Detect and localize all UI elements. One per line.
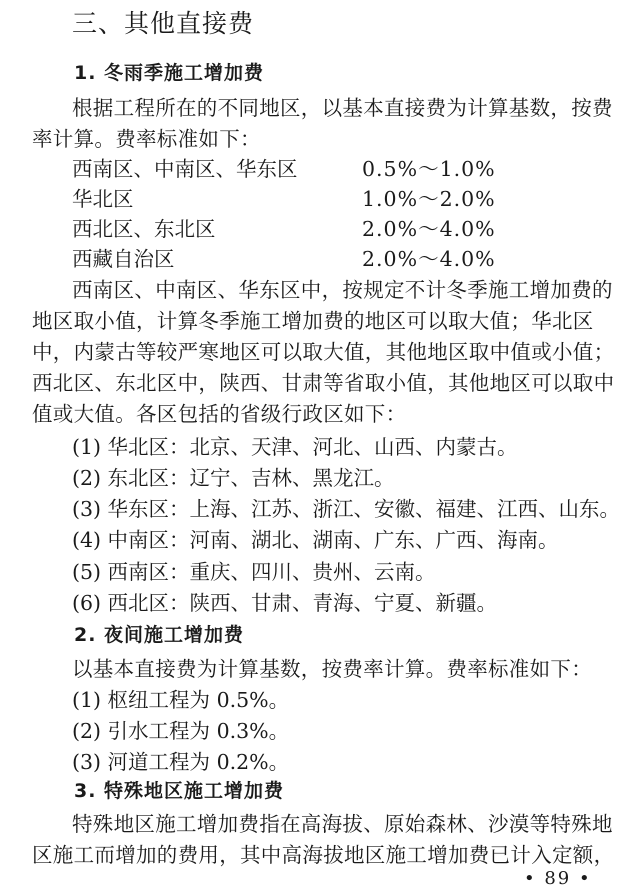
region-list-item: (4) 中南区：河南、湖北、湖南、广东、广西、海南。 xyxy=(72,528,559,552)
night-heading: 2. 夜间施工增加费 xyxy=(74,624,245,646)
night-intro: 以基本直接费为计算基数，按费率计算。费率标准如下： xyxy=(72,657,592,681)
special-line: 特殊地区施工增加费指在高海拔、原始森林、沙漠等特殊地 xyxy=(72,812,613,836)
rate-region: 西北区、东北区 xyxy=(72,217,216,241)
rate-value: 0.5%～1.0% xyxy=(362,157,496,181)
special-heading: 3. 特殊地区施工增加费 xyxy=(74,780,285,802)
region-list-item: (3) 华东区：上海、江苏、浙江、安徽、福建、江西、山东。 xyxy=(72,497,621,521)
night-rate-item: (3) 河道工程为 0.2%。 xyxy=(72,750,290,774)
rate-value: 1.0%～2.0% xyxy=(362,187,496,211)
special-line: 区施工而增加的费用，其中高海拔地区施工增加费已计入定额， xyxy=(32,843,615,867)
rate-value: 2.0%～4.0% xyxy=(362,247,496,271)
winter-intro-line-1: 根据工程所在的不同地区，以基本直接费为计算基数，按费 xyxy=(72,96,613,120)
winter-note-line: 中，内蒙古等较严寒地区可以取大值，其他地区取中值或小值； xyxy=(32,340,615,364)
winter-note-line: 值或大值。各区包括的省级行政区如下： xyxy=(32,402,407,426)
section-title: 三、其他直接费 xyxy=(72,9,255,38)
region-list-item: (6) 西北区：陕西、甘肃、青海、宁夏、新疆。 xyxy=(72,591,498,615)
page-number: • 89 • xyxy=(524,868,592,889)
region-list-item: (2) 东北区：辽宁、吉林、黑龙江。 xyxy=(72,466,395,490)
winter-heading: 1. 冬雨季施工增加费 xyxy=(74,62,265,84)
region-list-item: (1) 华北区：北京、天津、河北、山西、内蒙古。 xyxy=(72,435,518,459)
region-list-item: (5) 西南区：重庆、四川、贵州、云南。 xyxy=(72,560,436,584)
winter-note-line: 地区取小值，计算冬季施工增加费的地区可以取大值；华北区 xyxy=(32,309,594,333)
winter-intro-line-2: 率计算。费率标准如下： xyxy=(32,127,261,151)
winter-note-line: 西南区、中南区、华东区中，按规定不计冬季施工增加费的 xyxy=(72,278,613,302)
rate-region: 西南区、中南区、华东区 xyxy=(72,157,298,181)
night-rate-item: (2) 引水工程为 0.3%。 xyxy=(72,719,290,743)
rate-region: 华北区 xyxy=(72,187,134,211)
rate-value: 2.0%～4.0% xyxy=(362,217,496,241)
night-rate-item: (1) 枢纽工程为 0.5%。 xyxy=(72,688,290,712)
rate-region: 西藏自治区 xyxy=(72,247,175,271)
winter-note-line: 西北区、东北区中，陕西、甘肃等省取小值，其他地区可以取中 xyxy=(32,371,615,395)
